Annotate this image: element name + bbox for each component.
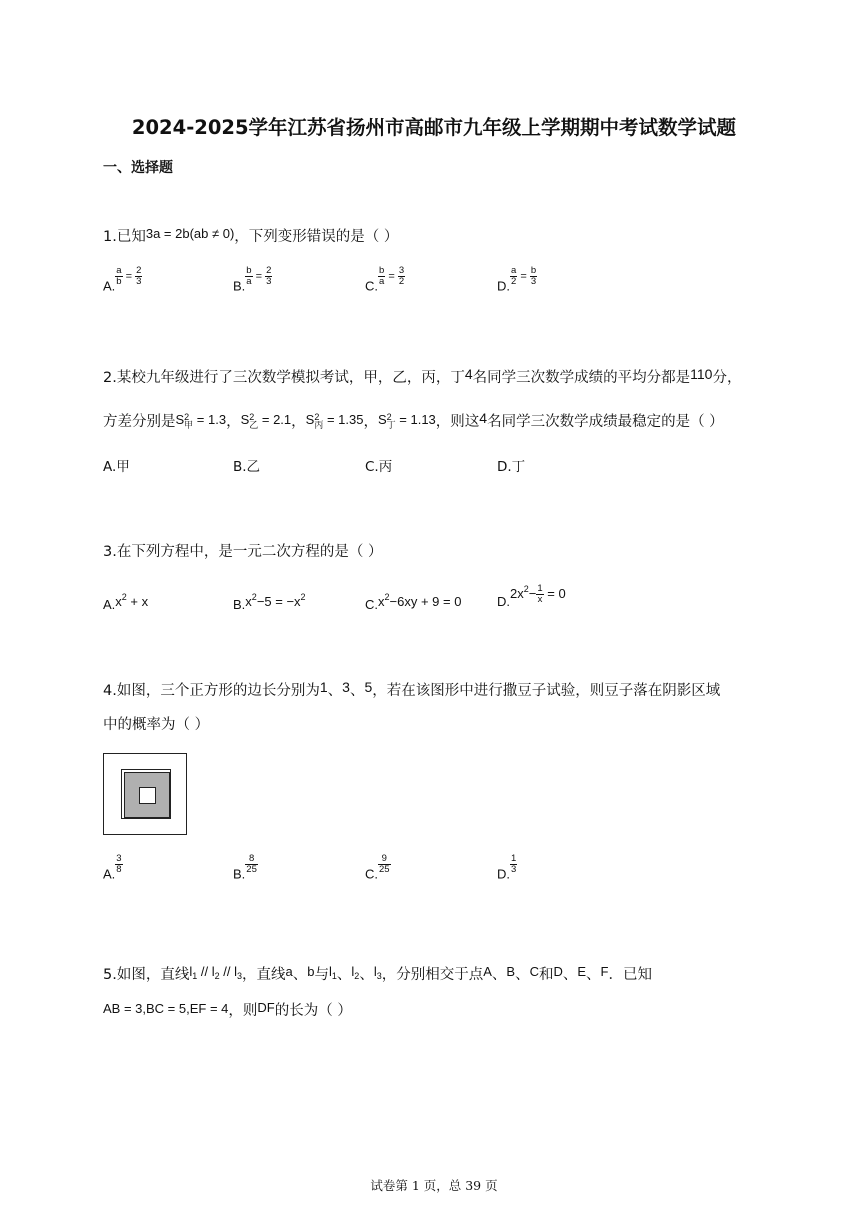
q5-text-h: 的长为（ ） [274, 1003, 352, 1019]
exponent: 2 [523, 584, 529, 594]
numerator: b [530, 265, 537, 276]
numerator: 2 [266, 265, 272, 276]
q2-text-b: 名同学三次数学成绩的平均分都是 [472, 370, 691, 386]
q3-option-a [103, 592, 148, 613]
q3-option-b [233, 592, 306, 613]
option-label: B. [233, 597, 246, 612]
separator: 、 [327, 683, 343, 699]
q5-text-g: ，则 [228, 1003, 258, 1019]
q2-text-d: ，则这 [435, 414, 480, 430]
variance-exponent: 2 [386, 412, 392, 422]
denominator: 2 [398, 276, 405, 287]
q5-text-f: ．已知 [608, 967, 652, 983]
expr-rest: −6xy + 9 = 0 [389, 594, 462, 609]
expr-pre: 2x [510, 586, 524, 601]
equals-sign: = [517, 270, 530, 283]
equals-sign: = [385, 270, 398, 283]
fraction [245, 854, 258, 875]
fraction [510, 854, 517, 875]
q2-option-a: A.甲 [103, 459, 130, 475]
q2-variance-intro: 方差分别是 [103, 414, 176, 430]
numerator: 8 [245, 854, 258, 865]
exponent: 2 [121, 592, 127, 602]
variance-subscript: 乙 [249, 421, 259, 431]
var-x: x [378, 594, 385, 609]
point-b: B [506, 964, 516, 979]
option-label: B. [233, 278, 246, 294]
variance-subscript: 甲 [184, 421, 194, 431]
q4-option-d [497, 854, 517, 882]
variance-symbol: S [240, 412, 250, 427]
denominator: 3 [266, 276, 272, 287]
variance-subscript: 丁 [386, 421, 396, 431]
line-a: a [285, 964, 293, 979]
exponent: 2 [384, 592, 390, 602]
q2-num-4b: 4 [479, 410, 488, 426]
variance-3 [377, 412, 436, 431]
option-label: D. [497, 594, 510, 609]
expr-rest: + x [126, 594, 149, 609]
q4-side-5: 5 [364, 679, 373, 695]
q4-option-b [233, 854, 258, 882]
question-4-line-2: 中的概率为（ ） [103, 717, 210, 733]
subscript: 3 [237, 971, 243, 981]
equals-sign: = [122, 270, 136, 283]
separator: 、 [491, 967, 507, 983]
numerator: b [379, 265, 385, 276]
separator: 、 [336, 967, 352, 983]
variance-exponent: 2 [249, 412, 255, 422]
question-1-stem [103, 225, 398, 246]
separator: ， [226, 414, 241, 430]
numerator: 3 [398, 265, 405, 276]
option-label: C. [365, 278, 378, 294]
q4-text-a: 4.如图，三个正方形的边长分别为 [103, 683, 320, 699]
variance-symbol: S [377, 412, 387, 427]
fraction-rhs [135, 266, 142, 287]
point-d: D [553, 964, 563, 979]
line-l: l [351, 964, 355, 979]
option-label: A. [103, 866, 116, 882]
q2-option-d: D.丁 [497, 459, 526, 475]
subscript: 1 [192, 971, 198, 981]
q5-text-b: ，直线 [242, 967, 286, 983]
parallel-symbol: // [200, 964, 209, 979]
line-l: l [373, 964, 377, 979]
variance-exponent: 2 [314, 412, 320, 422]
minus-sign: − [528, 586, 537, 601]
middle-square [121, 769, 171, 819]
question-5-line-1 [103, 963, 652, 984]
section-heading: 一、选择题 [103, 160, 173, 176]
option-label: A. [103, 278, 116, 294]
numerator: b [246, 265, 252, 276]
var-x: x [115, 594, 122, 609]
q4-option-a [103, 854, 123, 882]
numerator: 3 [116, 853, 122, 864]
point-e: E [577, 964, 587, 979]
option-label: C. [365, 866, 378, 882]
fraction [378, 854, 391, 875]
nested-squares-figure [103, 753, 187, 835]
segment-df: DF [257, 1000, 275, 1015]
variance-exponent: 2 [184, 412, 190, 422]
question-4-line-1 [103, 679, 720, 700]
q5-text-a: 5.如图，直线 [103, 967, 190, 983]
separator: 、 [562, 967, 578, 983]
fraction-rhs [530, 266, 537, 287]
q2-num-110: 110 [690, 366, 713, 382]
denominator: x [537, 594, 543, 606]
q4-option-c [365, 854, 391, 882]
subscript: 2 [214, 971, 220, 981]
q1-option-b [233, 266, 272, 294]
fraction [115, 854, 122, 875]
line-l: l [234, 964, 238, 979]
point-a: A [483, 964, 492, 979]
question-2-line-1 [103, 366, 741, 387]
separator: 、 [292, 967, 308, 983]
subscript: 3 [376, 971, 382, 981]
option-label: B. [233, 866, 246, 882]
numerator: a [511, 265, 517, 276]
q5-text-c: 与 [314, 967, 329, 983]
numerator: a [116, 265, 122, 276]
option-label: A. [103, 597, 116, 612]
numerator: 1 [537, 583, 543, 595]
q3-option-d [497, 584, 566, 609]
variance-subscript: 丙 [314, 421, 324, 431]
q1-option-d [497, 266, 537, 294]
q2-option-b: B.乙 [233, 459, 261, 475]
variance-value: = 1.3 [193, 412, 227, 427]
line-b: b [307, 964, 315, 979]
equals-sign: = [252, 270, 266, 283]
fraction-lhs [245, 266, 252, 287]
q2-variance-list [176, 414, 436, 430]
question-2-line-2 [103, 410, 724, 431]
shaded-region [124, 772, 170, 818]
fraction [536, 584, 543, 605]
subscript: 2 [354, 971, 360, 981]
variance-value: = 1.35 [323, 412, 364, 427]
variance-symbol: S [305, 412, 315, 427]
numerator: 1 [511, 853, 517, 864]
denominator: 2 [511, 276, 517, 287]
variance-symbol: S [175, 412, 185, 427]
question-3-stem: 3.在下列方程中，是一元二次方程的是（ ） [103, 544, 383, 560]
numerator: 9 [378, 854, 391, 865]
parallel-symbol: // [223, 964, 231, 979]
separator: ， [291, 414, 306, 430]
fraction-rhs [265, 266, 272, 287]
separator: 、 [359, 967, 374, 983]
denominator: 25 [379, 864, 390, 875]
exponent: 2 [300, 592, 306, 602]
denominator: b [116, 276, 122, 287]
denominator: a [246, 276, 252, 287]
numerator: 2 [136, 265, 142, 276]
denominator: 3 [511, 864, 517, 875]
q4-side-1: 1 [319, 679, 328, 695]
variance-value: = 1.13 [395, 412, 436, 427]
separator: 、 [349, 683, 365, 699]
q2-text-c: 分， [712, 370, 742, 386]
q1-option-c [365, 266, 405, 294]
question-5-line-2 [103, 999, 352, 1020]
option-label: C. [365, 597, 378, 612]
separator: 、 [515, 967, 530, 983]
fraction-lhs [115, 266, 122, 287]
q5-given-lengths: AB = 3,BC = 5,EF = 4 [103, 1001, 229, 1016]
var-x: x [245, 594, 252, 609]
option-label: D. [497, 866, 510, 882]
fraction-rhs [398, 266, 405, 287]
option-label: D. [497, 278, 510, 294]
variance-1 [240, 412, 292, 431]
variance-value: = 2.1 [258, 412, 292, 427]
q3-option-c [365, 592, 461, 613]
q5-text-d: ，分别相交于点 [381, 967, 484, 983]
q1-pre: 1.已知 [103, 229, 146, 245]
q1-condition: 3a = 2b(ab ≠ 0) [145, 226, 235, 241]
exponent: 2 [251, 592, 257, 602]
line-l: l [189, 964, 193, 979]
line-l: l [211, 964, 215, 979]
separator: 、 [586, 967, 601, 983]
q2-num-4: 4 [464, 366, 473, 382]
line-l: l [329, 964, 332, 979]
q5-text-e: 和 [538, 967, 554, 983]
variance-2 [305, 412, 364, 431]
denominator: 3 [136, 276, 142, 287]
expr-rest: = 0 [543, 586, 566, 601]
subscript: 1 [331, 971, 337, 981]
page-footer: 试卷第 1 页，总 39 页 [370, 1178, 498, 1193]
point-c: C [529, 964, 539, 979]
variance-0 [175, 412, 227, 431]
denominator: a [379, 276, 385, 287]
q4-side-3: 3 [342, 679, 350, 695]
denominator: 3 [530, 276, 537, 287]
denominator: 25 [246, 864, 257, 875]
q2-text-e: 名同学三次数学成绩最稳定的是（ ） [487, 414, 724, 430]
expr-mid: −5 = −x [256, 594, 301, 609]
q2-option-c: C.丙 [365, 459, 393, 475]
q4-text-b: ，若在该图形中进行撒豆子试验，则豆子落在阴影区域 [372, 683, 721, 699]
q1-option-a [103, 266, 142, 294]
point-f: F [600, 964, 609, 979]
page-title: 2024-2025学年江苏省扬州市高邮市九年级上学期期中考试数学试题 [131, 116, 737, 139]
denominator: 8 [116, 864, 122, 875]
separator: ， [363, 414, 378, 430]
inner-square [139, 787, 156, 804]
q2-text-a: 2.某校九年级进行了三次数学模拟考试，甲，乙，丙，丁 [103, 370, 465, 386]
q1-post: ，下列变形错误的是（ ） [234, 229, 399, 245]
